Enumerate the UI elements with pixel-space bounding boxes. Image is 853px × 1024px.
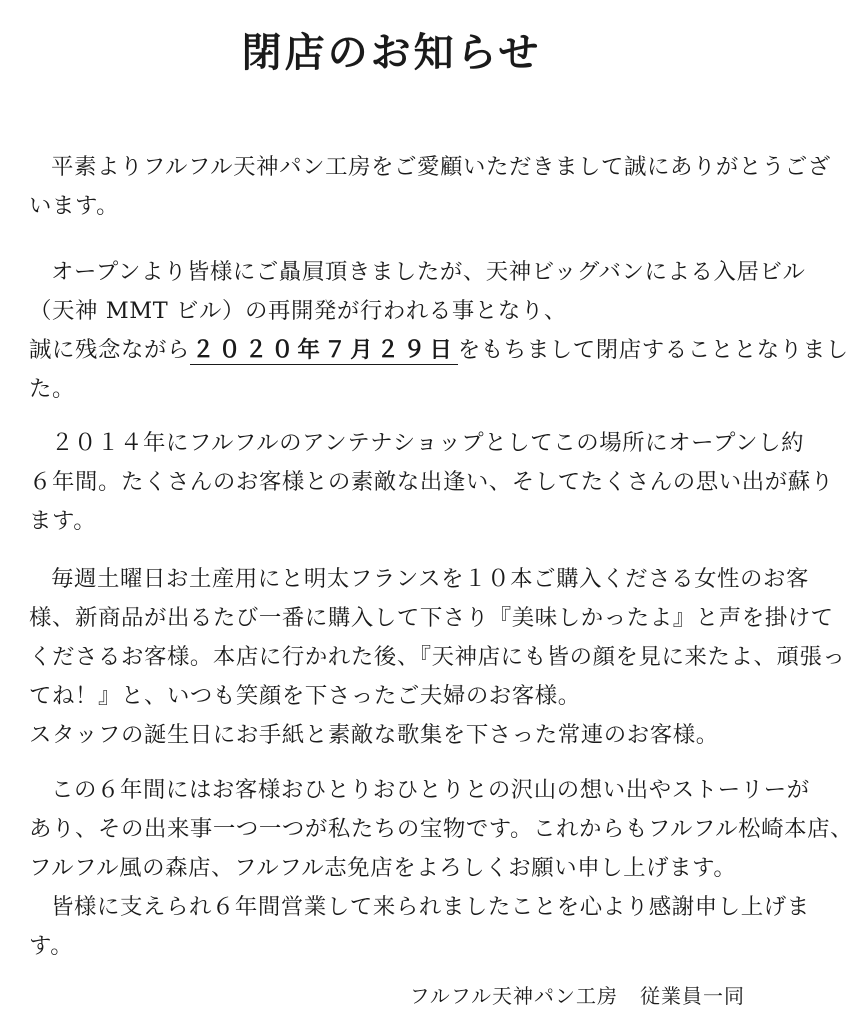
page-title: 閉店のお知らせ	[241, 29, 542, 76]
text-line: くださるお客様。本店に行かれた後、『天神店にも皆の顔を見に来たよ、頑張っ	[29, 644, 846, 670]
text-fragment: 誠に残念ながら	[29, 337, 190, 363]
text-line: 平素よりフルフル天神パン工房をご愛顧いただきまして誠にありがとうござ	[51, 154, 831, 180]
text-line: た。	[29, 376, 75, 402]
signature-staff: 従業員一同	[640, 984, 745, 1008]
text-line: 皆様に支えられ６年間営業して来られましたことを心より感謝申し上げま	[51, 894, 810, 920]
greeting-paragraph	[29, 148, 831, 226]
text-fragment: をもちまして閉店することとなりまし	[457, 337, 849, 363]
closing-date: ２０２０年７月２９日	[191, 337, 456, 363]
text-line: す。	[29, 933, 74, 959]
text-line: ます。	[29, 508, 97, 534]
text-line: あり、その出来事一つ一つが私たちの宝物です。これからもフルフル松崎本店、	[29, 816, 853, 842]
text-line: オープンより皆様にご贔屓頂きましたが、天神ビッグバンによる入居ビル	[51, 259, 806, 285]
text-line: ６年間。たくさんのお客様との素敵な出逢い、そしてたくさんの思い出が蘇り	[29, 469, 834, 495]
text-line: います。	[29, 193, 120, 219]
closure-reason-paragraph	[29, 253, 849, 409]
signature	[410, 980, 745, 1009]
history-paragraph	[29, 424, 834, 541]
text-line: 毎週土曜日お土産用にと明太フランスを１０本ご購入くださる女性のお客	[51, 566, 810, 592]
text-line: この６年間にはお客様おひとりおひとりとの沢山の想い出やストーリーが	[51, 777, 810, 803]
text-line: ２０１４年にフルフルのアンテナショップとしてこの場所にオープンし約	[51, 430, 805, 456]
text-line: てね！』と、いつも笑顔を下さったご夫婦のお客様。	[29, 683, 581, 709]
text-line-with-date	[29, 331, 849, 370]
gratitude-paragraph	[29, 771, 853, 966]
signature-store-name: フルフル天神パン工房	[409, 984, 618, 1008]
text-line: 様、新商品が出るたび一番に購入して下さり『美味しかったよ』と声を掛けて	[29, 605, 834, 631]
text-line: スタッフの誕生日にお手紙と素敵な歌集を下さった常連のお客様。	[29, 722, 719, 748]
text-line: フルフル風の森店、フルフル志免店をよろしくお願い申し上げます。	[29, 855, 737, 881]
memories-paragraph	[29, 560, 846, 755]
text-line: （天神 MMT ビル）の再開発が行われる事となり、	[29, 298, 567, 324]
